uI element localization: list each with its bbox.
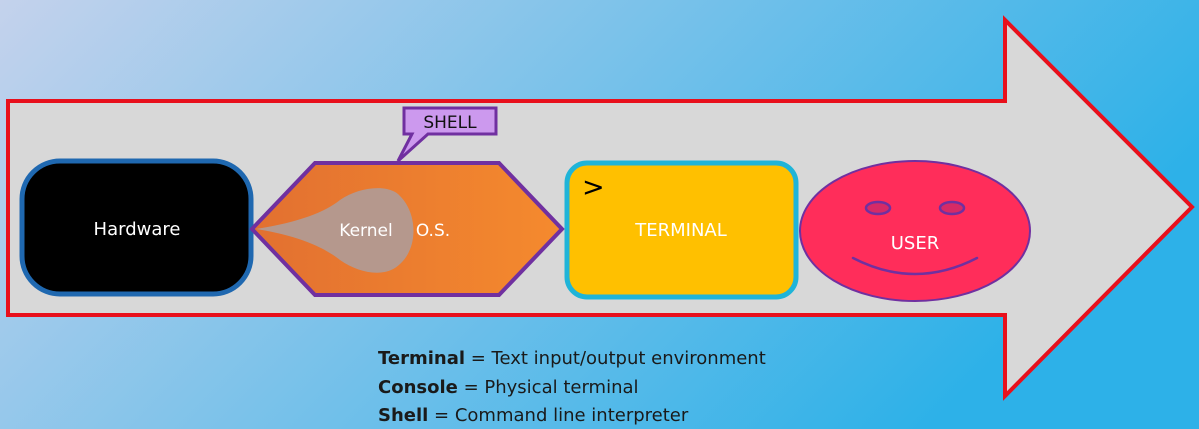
kernel-label: Kernel	[339, 221, 393, 241]
user-left-eye-icon	[866, 202, 890, 214]
user-smiley-icon	[800, 161, 1030, 301]
hardware-label: Hardware	[93, 219, 181, 240]
user-label: USER	[890, 233, 940, 254]
shell-label: SHELL	[423, 113, 477, 133]
legend-row-shell	[378, 402, 766, 429]
legend-term-shell: Shell	[378, 405, 429, 426]
legend-definition-shell: = Command line interpreter	[428, 405, 689, 426]
legend-term-terminal: Terminal	[378, 348, 466, 369]
definitions-legend	[378, 345, 766, 429]
user-right-eye-icon	[940, 202, 964, 214]
os-label: O.S.	[415, 221, 451, 241]
legend-definition-console: = Physical terminal	[457, 376, 639, 398]
legend-definition-terminal: = Text input/output environment	[465, 348, 766, 369]
legend-term-console: Console	[378, 376, 458, 398]
user-face	[800, 161, 1030, 301]
terminal-label: TERMINAL	[635, 220, 727, 241]
terminal-prompt-icon: >	[582, 172, 605, 203]
legend-row-console	[378, 374, 766, 403]
legend-row-terminal	[378, 345, 766, 374]
